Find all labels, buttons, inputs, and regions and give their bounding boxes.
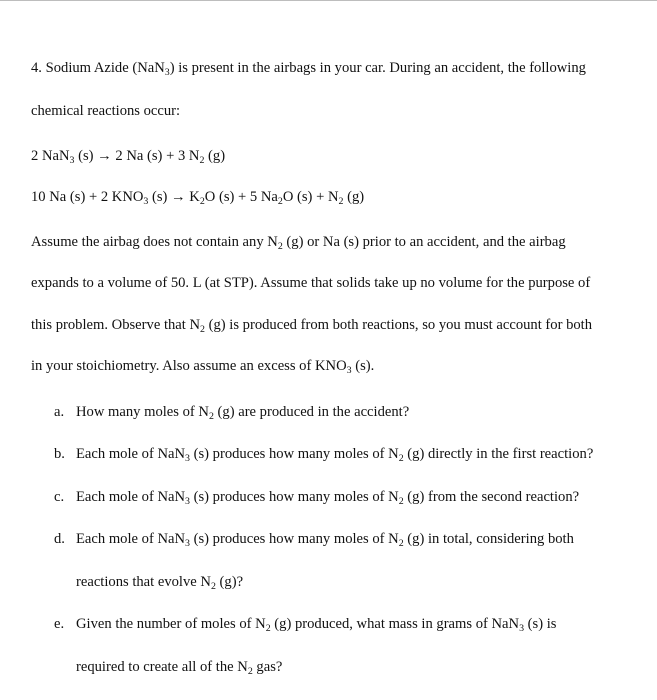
r1-seg: (s) → 2 Na (s) + 3 N bbox=[74, 148, 200, 164]
a-seg: How many moles of N bbox=[76, 404, 209, 420]
intro-1-seg-0: Sodium Azide (NaN bbox=[45, 60, 165, 76]
d2-seg: (g)? bbox=[215, 574, 244, 590]
r2-seg: (g) bbox=[343, 189, 365, 205]
b-seg: Each mole of NaN bbox=[76, 446, 186, 462]
part-b bbox=[54, 445, 593, 463]
part-d-label: d. bbox=[54, 531, 65, 547]
b-sub: 2 bbox=[398, 452, 404, 464]
r1-seg: 2 NaN bbox=[31, 148, 70, 164]
e-seg: (s) is bbox=[524, 616, 557, 632]
r2-seg: O (s) + 5 Na bbox=[204, 189, 278, 205]
part-b-label: b. bbox=[54, 446, 65, 462]
reaction-1 bbox=[31, 147, 225, 165]
p1-seg: Assume the airbag does not contain any N bbox=[31, 234, 278, 250]
part-d-line-2 bbox=[76, 573, 243, 591]
c-sub: 3 bbox=[185, 495, 190, 507]
p4-seg: in your stoichiometry. Also assume an excess of KNO bbox=[31, 358, 347, 374]
d2-sub: 2 bbox=[210, 580, 216, 592]
intro-line-1 bbox=[31, 59, 586, 77]
part-e-line-1 bbox=[54, 615, 556, 633]
part-e-line-2 bbox=[76, 658, 282, 676]
r2-seg: (s) → K bbox=[148, 189, 200, 205]
e-sub: 2 bbox=[265, 622, 271, 634]
top-border bbox=[0, 0, 657, 1]
d-sub: 3 bbox=[185, 537, 190, 549]
para-line-4 bbox=[31, 357, 374, 375]
c-seg: (g) from the second reaction? bbox=[403, 489, 580, 505]
e2-sub: 2 bbox=[247, 665, 253, 677]
p3-seg: this problem. Observe that N bbox=[31, 317, 201, 333]
p4-sub: 3 bbox=[346, 364, 352, 376]
p4-seg: (s). bbox=[351, 358, 375, 374]
r2-seg: O (s) + N bbox=[282, 189, 339, 205]
r1-seg: (g) bbox=[204, 148, 226, 164]
part-c bbox=[54, 488, 579, 506]
e-seg: (g) produced, what mass in grams of NaN bbox=[270, 616, 520, 632]
reaction-2 bbox=[31, 188, 364, 206]
b-seg: (g) directly in the first reaction? bbox=[403, 446, 594, 462]
r2-sub: 2 bbox=[277, 195, 283, 207]
question-number: 4. bbox=[31, 60, 42, 76]
para-line-1 bbox=[31, 233, 566, 251]
p1-seg: (g) or Na (s) prior to an accident, and the airbag bbox=[282, 234, 566, 250]
b-seg: (s) produces how many moles of N bbox=[189, 446, 399, 462]
a-seg: (g) are produced in the accident? bbox=[213, 404, 410, 420]
c-seg: (s) produces how many moles of N bbox=[189, 489, 399, 505]
e2-seg: required to create all of the N bbox=[76, 659, 248, 675]
e-sub: 3 bbox=[519, 622, 525, 634]
b-sub: 3 bbox=[185, 452, 190, 464]
p3-seg: (g) is produced from both reactions, so you must account for both bbox=[204, 317, 593, 333]
r2-seg: 10 Na (s) + 2 KNO bbox=[31, 189, 144, 205]
para-line-2 bbox=[31, 274, 590, 292]
r2-sub: 2 bbox=[199, 195, 205, 207]
part-e-label: e. bbox=[54, 616, 65, 632]
e2-seg: gas? bbox=[252, 659, 283, 675]
r2-sub: 2 bbox=[338, 195, 344, 207]
part-c-label: c. bbox=[54, 489, 65, 505]
intro-2-seg-0: chemical reactions occur: bbox=[31, 103, 181, 119]
a-sub: 2 bbox=[208, 410, 214, 422]
e-seg: Given the number of moles of N bbox=[76, 616, 266, 632]
c-sub: 2 bbox=[398, 495, 404, 507]
d-seg: Each mole of NaN bbox=[76, 531, 186, 547]
intro-1-sub: 3 bbox=[164, 66, 170, 78]
r2-sub: 3 bbox=[143, 195, 149, 207]
d-seg: (g) in total, considering both bbox=[403, 531, 574, 547]
intro-line-2 bbox=[31, 102, 180, 120]
c-seg: Each mole of NaN bbox=[76, 489, 186, 505]
d2-seg: reactions that evolve N bbox=[76, 574, 211, 590]
p3-sub: 2 bbox=[200, 323, 205, 335]
part-a-label: a. bbox=[54, 404, 65, 420]
para-line-3 bbox=[31, 316, 592, 334]
part-d-line-1 bbox=[54, 530, 574, 548]
intro-1-seg-2: ) is present in the airbags in your car. During an accident, the following bbox=[169, 60, 586, 76]
r1-sub: 2 bbox=[199, 154, 205, 166]
p2-seg: expands to a volume of 50. L (at STP). Assume that solids take up no volume for the purpose of bbox=[31, 275, 591, 291]
p1-sub: 2 bbox=[277, 240, 283, 252]
r1-sub: 3 bbox=[69, 154, 75, 166]
part-a bbox=[54, 403, 409, 421]
d-sub: 2 bbox=[398, 537, 404, 549]
d-seg: (s) produces how many moles of N bbox=[189, 531, 399, 547]
